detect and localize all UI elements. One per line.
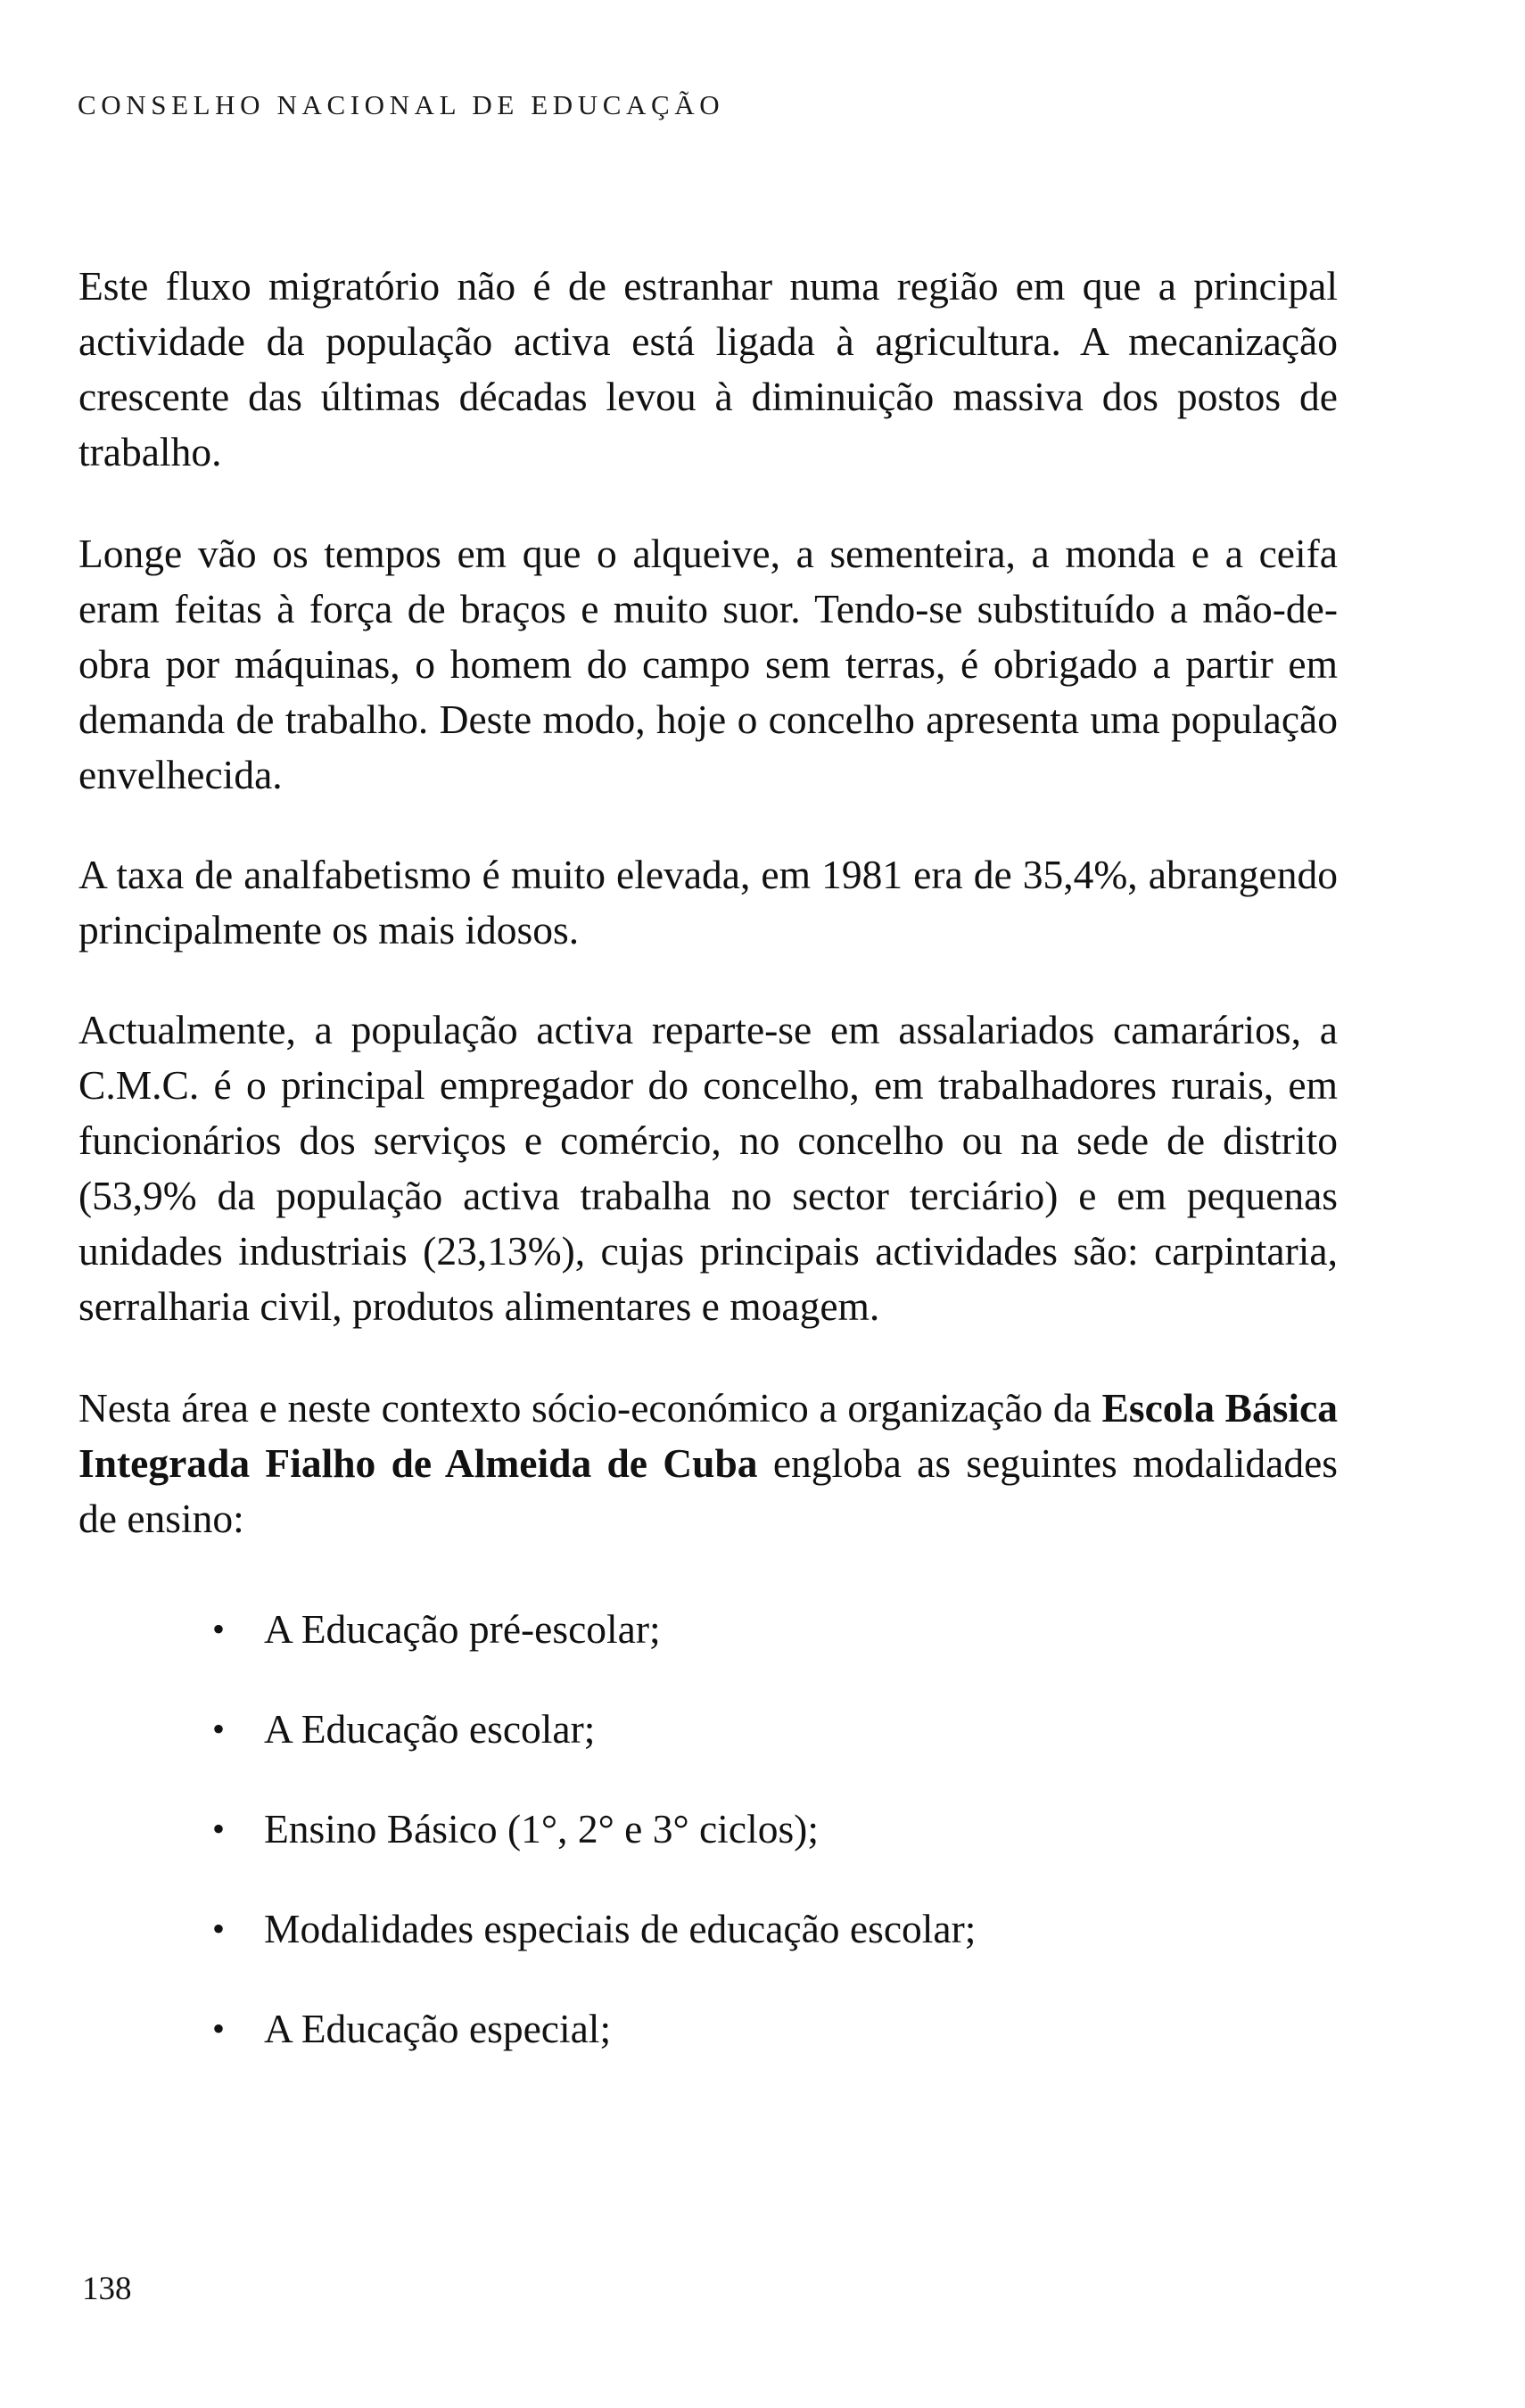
paragraph-5-end: engloba as seguintes modalidades de ensino: [78, 1440, 1338, 1541]
main-content [78, 259, 1338, 2101]
paragraph-5-intro: Nesta área e neste contexto sócio-económico a organização da [78, 1385, 1102, 1431]
list-item-text: Ensino Básico (1°, 2° e 3° ciclos); [264, 1806, 819, 1851]
list-item-text: A Educação especial; [264, 2006, 612, 2051]
list-item-text: A Educação pré-escolar; [264, 1606, 661, 1652]
running-header: CONSELHO NACIONAL DE EDUCAÇÃO [78, 89, 725, 120]
list-item [78, 1602, 1338, 1657]
bullet-icon: • [212, 1609, 226, 1649]
paragraph-5 [78, 1381, 1338, 1546]
list-item [78, 1702, 1338, 1757]
bullet-icon: • [212, 1809, 226, 1849]
page-number: 138 [82, 2271, 132, 2307]
bullet-icon: • [212, 2008, 226, 2049]
list-item-text: A Educação escolar; [264, 1706, 596, 1752]
list-item [78, 1901, 1338, 1957]
list-item [78, 1802, 1338, 1857]
teaching-modalities-list [78, 1602, 1338, 2057]
bullet-icon: • [212, 1709, 226, 1749]
list-item [78, 2001, 1338, 2057]
paragraph-4: Actualmente, a população activa reparte-se em assalariados camarários, a C.M.C. é o principal empregador do concelho, em trabalhadores rurais, em funcionários dos serviços e comércio, no concelho ou na sede de distrito (53,9% da população activa trabalha no sector terciário) e em pequenas unidades industriais (23,13%), cujas principais actividades são: carpintaria, serralharia civil, produtos alimentares e moagem. [78, 1007, 1338, 1329]
paragraph-2: Longe vão os tempos em que o alqueive, a sementeira, a monda e a ceifa eram feitas à força de braços e muito suor. Tendo-se substituído a mão-de-obra por máquinas, o homem do campo sem terras, é obrigado a partir em demanda de trabalho. Deste modo, hoje o concelho apresenta uma população envelhecida. [78, 531, 1338, 797]
paragraph-3: A taxa de analfabetismo é muito elevada, em 1981 era de 35,4%, abrangendo principalmente os mais idosos. [78, 852, 1338, 952]
bullet-icon: • [212, 1909, 226, 1949]
school-name: Escola Básica Integrada Fialho de Almeida de Cuba [78, 1385, 1338, 1486]
list-item-text: Modalidades especiais de educação escolar; [264, 1906, 977, 1951]
paragraph-1: Este fluxo migratório não é de estranhar numa região em que a principal actividade da população activa está ligada à agricultura. A mecanização crescente das últimas décadas levou à diminuição massiva dos postos de trabalho. [78, 263, 1338, 474]
